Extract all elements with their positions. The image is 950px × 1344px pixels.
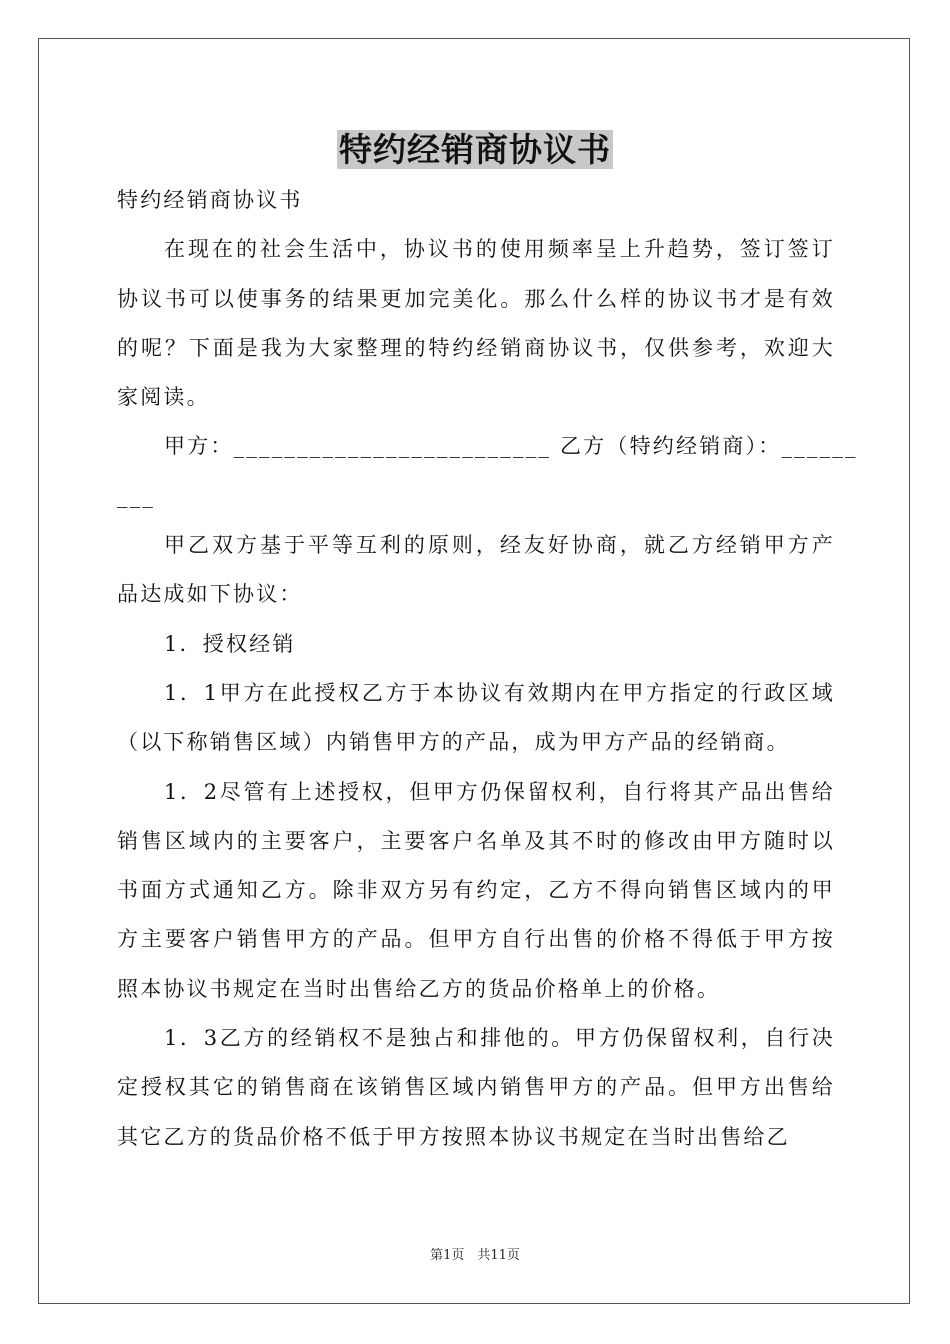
party-line: 甲方：_________________________ 乙方（特约经销商）：______ [164,434,858,459]
document-title-text: 特约经销商协议书 [339,130,611,169]
document-subtitle: 特约经销商协议书 [117,188,303,212]
page-number: 第1页 共11页 [430,1248,520,1263]
clause-1-3: 1．3乙方的经销权不是独占和排他的。甲方仍保留权利，自行决定授权其它的销售商在该销售区域内销售甲方的产品。但甲方出售给其它乙方的货品价格不低于甲方按照本协议书规定在当时出售给乙 [117,1026,835,1149]
document-body [117,176,858,1162]
clause-1-2: 1．2尽管有上述授权，但甲方仍保留权利，自行将其产品出售给销售区域内的主要客户，主要客户名单及其不时的修改由甲方随时以书面方式通知乙方。除非双方另有约定，乙方不得向销售区域内的甲方主要客户销售甲方的产品。但甲方自行出售的价格不得低于甲方按照本协议书规定在当时出售给乙方的货品价格单上的价格。 [117,779,835,1001]
intro-paragraph: 在现在的社会生活中，协议书的使用频率呈上升趋势，签订签订协议书可以使事务的结果更加完美化。那么什么样的协议书才是有效的呢？下面是我为大家整理的特约经销商协议书，仅供参考，欢迎大家阅读。 [117,237,835,410]
section-heading-authorization: 1．授权经销 [164,631,296,656]
clause-1-1: 1．1甲方在此授权乙方于本协议有效期内在甲方指定的行政区域（以下称销售区域）内销售甲方的产品，成为甲方产品的经销商。 [117,680,835,755]
agreement-basis-paragraph: 甲乙双方基于平等互利的原则，经友好协商，就乙方经销甲方产品达成如下协议： [117,533,835,607]
party-line-continuation: ___ [117,483,156,508]
document-title [0,128,950,172]
page-footer [0,1247,950,1265]
